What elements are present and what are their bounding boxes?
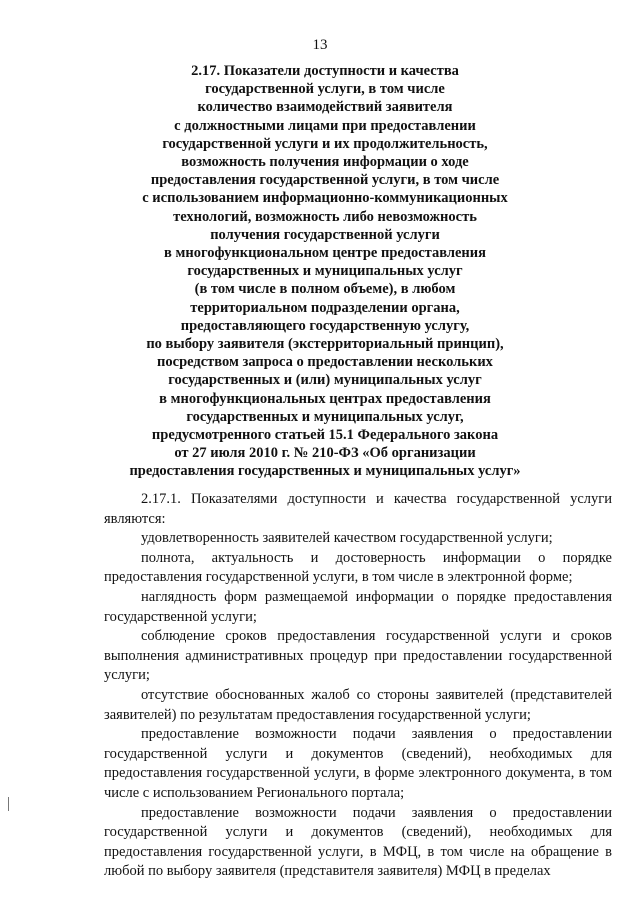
- heading-line: в многофункциональном центре предоставления: [164, 245, 486, 262]
- heading-line: государственных и (или) муниципальных услуг: [168, 372, 482, 389]
- paragraph: отсутствие обоснованных жалоб со стороны заявителей (представителей заявителей) по результатам предоставления государственной услуги;: [104, 686, 612, 723]
- paragraph: полнота, актуальность и достоверность информации о порядке предоставления государственной услуги, в том числе в электронной форме;: [104, 549, 612, 586]
- heading-line: по выбору заявителя (экстерриториальный принцип),: [146, 336, 504, 353]
- paragraph: удовлетворенность заявителей качеством государственной услуги;: [141, 530, 553, 547]
- heading-line: государственной услуги и их продолжительность,: [162, 135, 488, 152]
- heading-line: государственных и муниципальных услуг,: [186, 408, 464, 425]
- heading-line: предоставления государственных и муниципальных услуг»: [129, 463, 521, 480]
- heading-line: территориальном подразделении органа,: [190, 299, 460, 316]
- heading-line: в многофункциональных центрах предоставления: [159, 390, 491, 407]
- heading-line: государственных и муниципальных услуг: [187, 263, 463, 280]
- heading-line: с должностными лицами при предоставлении: [174, 117, 476, 134]
- heading-line: предоставления государственной услуги, в том числе: [150, 172, 500, 189]
- page-number: 13: [312, 37, 328, 53]
- heading-line: 2.17. Показатели доступности и качества: [191, 63, 459, 79]
- paragraph: предоставление возможности подачи заявления о предоставлении государственной услуги и документов (сведений), необходимых для предоставления государственной услуги, в форме электронного документа, в том числе с использованием Регионального портала;: [104, 726, 612, 801]
- scan-margin-mark: [8, 797, 9, 811]
- heading-line: от 27 июля 2010 г. № 210-ФЗ «Об организации: [174, 445, 476, 462]
- heading-line: предусмотренного статьей 15.1 Федерального закона: [151, 427, 499, 444]
- heading-line: возможность получения информации о ходе: [181, 154, 469, 171]
- heading-line: посредством запроса о предоставлении нескольких: [157, 354, 493, 371]
- paragraph: предоставление возможности подачи заявления о предоставлении государственной услуги и документов (сведений), необходимых для предоставления государственной услуги, в МФЦ, в том числе на обращение в любой по выбору заявителя (представителя заявителя) МФЦ в пределах: [104, 804, 612, 880]
- heading-line: государственной услуги, в том числе: [205, 81, 445, 98]
- heading-line: количество взаимодействий заявителя: [197, 99, 453, 116]
- heading-line: (в том числе в полном объеме), в любом: [194, 281, 456, 298]
- paragraph: наглядность форм размещаемой информации о порядке предоставления государственной услуги;: [104, 588, 612, 625]
- heading-line: технологий, возможность либо невозможность: [173, 208, 477, 225]
- section-heading: [90, 62, 560, 481]
- body-text: [104, 490, 612, 882]
- paragraph: соблюдение сроков предоставления государственной услуги и сроков выполнения административных процедур при предоставлении государственной услуги;: [104, 628, 612, 684]
- heading-line: предоставляющего государственную услугу,: [180, 317, 470, 334]
- heading-line: получения государственной услуги: [210, 226, 440, 243]
- heading-line: с использованием информационно-коммуникационных: [142, 190, 508, 207]
- paragraph-intro: 2.17.1. Показателями доступности и качества государственной услуги являются:: [104, 491, 612, 527]
